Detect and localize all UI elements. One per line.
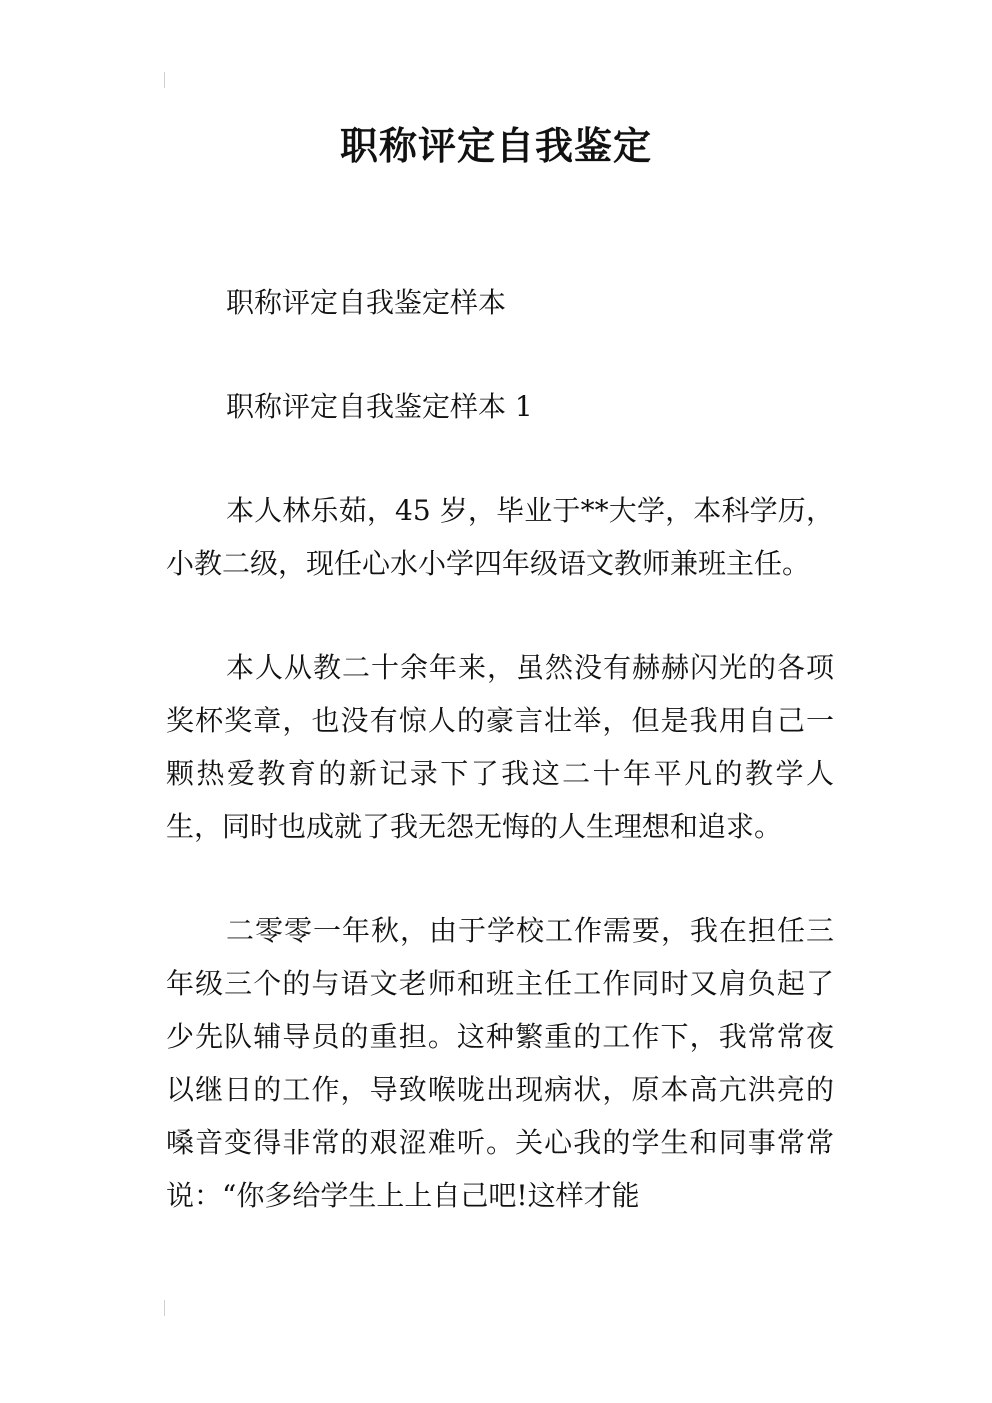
intro-paragraph: 本人林乐茹，45 岁，毕业于**大学，本科学历，小教二级，现任心水小学四年级语文教师兼班主任。 <box>166 494 834 580</box>
experience-paragraph: 二零零一年秋，由于学校工作需要，我在担任三年级三个的与语文老师和班主任工作同时又肩负起了少先队辅导员的重担。这种繁重的工作下，我常常夜以继日的工作，导致喉咙出现病状，原本高亢洪亮的嗓音变得非常的艰涩难听。关心我的学生和同事常常说：“你多给学生上上自己吧!这样才能 <box>166 914 834 1212</box>
top-corner-mark <box>164 72 165 88</box>
career-paragraph: 本人从教二十余年来，虽然没有赫赫闪光的各项奖杯奖章，也没有惊人的豪言壮举，但是我用自己一颗热爱教育的新记录下了我这二十年平凡的教学人生，同时也成就了我无怨无悔的人生理想和追求。 <box>166 651 834 843</box>
bottom-corner-mark <box>164 1300 165 1316</box>
document-title: 职称评定自我鉴定 <box>339 124 652 168</box>
subtitle-paragraph: 职称评定自我鉴定样本 <box>226 286 507 319</box>
document-body <box>166 276 834 1222</box>
sample-heading-paragraph: 职称评定自我鉴定样本 1 <box>226 390 533 423</box>
